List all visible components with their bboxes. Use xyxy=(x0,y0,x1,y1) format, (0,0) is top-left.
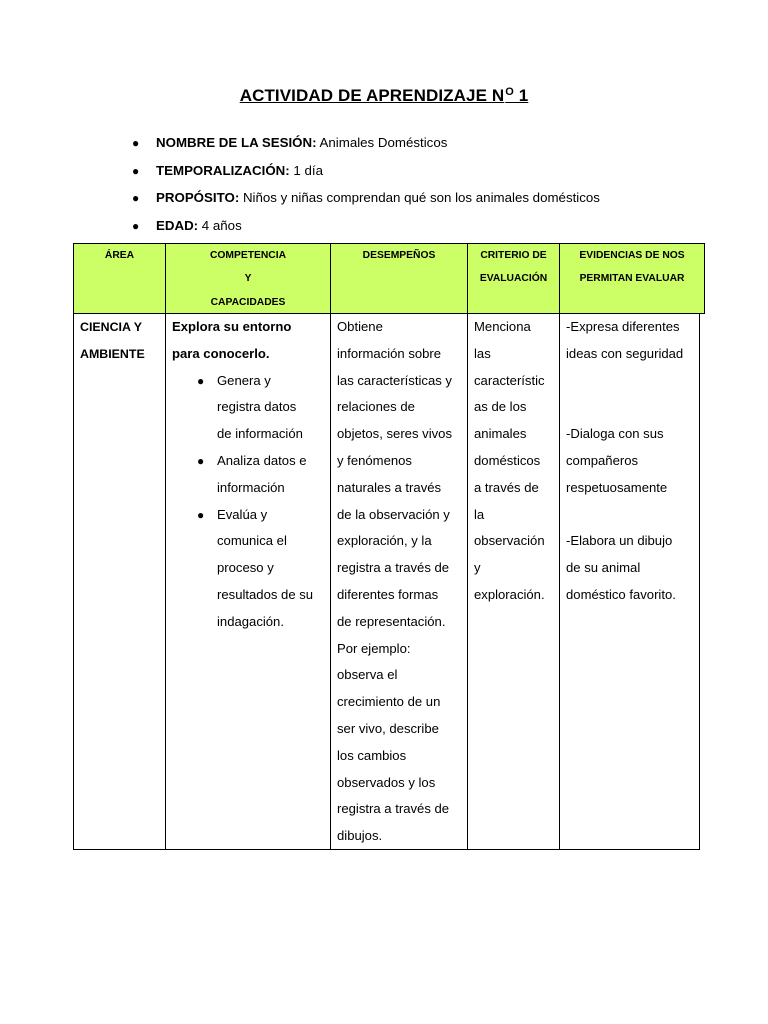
cell-desempenos: Obtiene información sobre las características y relaciones de objetos, seres vivos y fenómenos naturales a través de la observación y exploración, y la registra a través de diferentes formas de representación. Por ejemplo: observa el crecimiento de un ser vivo, describe los cambios observados y los registra a través de dibujos. xyxy=(337,319,452,844)
header-criterio: CRITERIO DE EVALUACIÓN xyxy=(479,250,548,285)
header-desempenos: DESEMPEÑOS xyxy=(362,250,436,261)
session-info-list xyxy=(130,131,600,241)
bullet-icon: ● xyxy=(132,136,140,150)
info-item-purpose: ● PROPÓSITO: Niños y niñas comprendan qué son los animales domésticos xyxy=(130,186,600,214)
cell-area: CIENCIA Y AMBIENTE xyxy=(80,320,145,361)
table-body xyxy=(73,314,700,850)
info-item-age: ● EDAD: 4 años xyxy=(130,214,600,242)
capacidad-item: ● Analiza datos e información xyxy=(172,448,329,502)
competencia-title: Explora su entorno xyxy=(172,319,292,334)
info-item-duration: ● TEMPORALIZACIÓN: 1 día xyxy=(130,159,600,187)
header-area: ÁREA xyxy=(104,250,135,261)
header-competencia: COMPETENCIA Y CAPACIDADES xyxy=(209,250,287,308)
bullet-icon: ● xyxy=(197,453,205,468)
bullet-icon: ● xyxy=(132,163,140,178)
competencia-title: para conocerlo. xyxy=(172,345,270,361)
column-divider xyxy=(559,314,560,849)
cell-criterio: Menciona las característic as de los animales domésticos a través de la observación y exploración. xyxy=(474,319,545,602)
bullet-icon: ● xyxy=(197,507,205,522)
bullet-icon: ● xyxy=(132,218,140,233)
capacidad-item: ● Evalúa y comunica el proceso y resultados de su indagación. xyxy=(172,502,329,636)
column-divider xyxy=(165,314,166,849)
cell-evidencias: -Expresa diferentes ideas con seguridad -Dialoga con sus compañeros respetuosamente -Elabora un dibujo de su animal doméstico favorito. xyxy=(566,319,684,602)
bullet-icon: ● xyxy=(132,191,140,206)
info-item-session-name: ● NOMBRE DE LA SESIÓN: Animales Domésticos xyxy=(130,131,600,159)
table-header xyxy=(73,243,705,314)
capacidad-item: ● Genera y registra datos de información xyxy=(172,368,329,448)
page-title: ACTIVIDAD DE APRENDIZAJE $N^O$ 1 xyxy=(239,86,529,105)
cell-competencia xyxy=(172,314,329,636)
bullet-icon: ● xyxy=(197,373,205,388)
column-divider xyxy=(330,314,331,849)
column-divider xyxy=(467,314,468,849)
header-evidencias: EVIDENCIAS DE NOS PERMITAN EVALUAR xyxy=(579,250,685,285)
